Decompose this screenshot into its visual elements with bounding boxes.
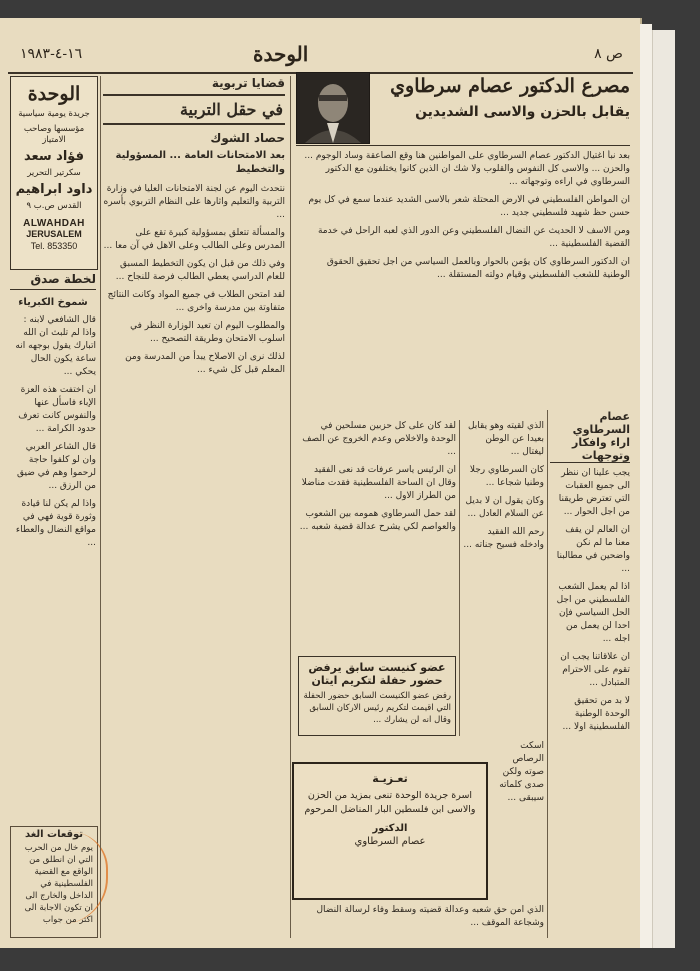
masthead-owner-name: فؤاد سعد <box>24 149 84 164</box>
paragraph: ان علاقاتنا يجب ان تقوم على الاحترام المتبادل ... <box>560 652 630 688</box>
left-column <box>10 272 96 828</box>
page-header <box>8 40 633 74</box>
forecast-title: توقعات الغد <box>24 829 84 840</box>
side-snippet <box>494 740 544 900</box>
forecast-text: يوم خال من الحرب التي ان انطلق من الواقع مع القضية الفلسطينية في الداخل والخارج الى ان تكون الاجابة الى اكثر من جواب <box>24 843 93 925</box>
issue-date: ١٦-٤-١٩٨٣ <box>20 46 83 62</box>
page-edge <box>640 24 652 948</box>
article-banner: في حقل التربية <box>103 94 285 125</box>
column-divider <box>459 420 460 736</box>
masthead-tagline: جريدة يومية سياسية <box>18 109 90 119</box>
paragraph: لقد امتحن الطلاب في جميع المواد وكانت النتائج متفاوتة بين مدرسة واخرى ... <box>107 290 285 313</box>
paragraph: ان اختفت هذه العزة الإباء فاسأل عنها والنفوس كانت تعرف حدود الكرامة ... <box>18 385 96 434</box>
column-divider <box>547 410 548 938</box>
news-box-text: رفض عضو الكنيست السابق حضور الحفلة التي اقيمت لتكريم رئيس الاركان السابق وقال انه لن يشارك ... <box>303 691 451 725</box>
condolence-rank: الدكتور <box>372 823 408 834</box>
condolence-title: تعـزيـة <box>372 772 408 785</box>
paragraph: اذا لم يعمل الشعب الفلسطيني من اجل الحل السياسي فإن احدا لن يعمل من اجله ... <box>556 582 630 644</box>
headline-title: مصرع الدكتور عصام سرطاوي <box>390 75 630 97</box>
masthead-phone: Tel. 853350 <box>30 241 78 251</box>
paragraph: بعد نبأ اغتيال الدكتور عصام السرطاوي على المواطنين هنا وقع الصاعقة وساد الوجوم ... والحزن ... والاسى كل النفوس والقلوب ولا شك ان الذين كانوا يختلفون مع الدكتور السرطاوي في اراءه وتوجهاته ... <box>304 151 630 187</box>
paragraph: الذي لقيته وهو يقابل بعيدا عن الوطن ليغتال ... <box>467 421 544 457</box>
paragraph: الذي امن حق شعبه وعدالة قضيته وسقط وفاء لرسالة النضال وشجاعة الموقف ... <box>316 905 544 928</box>
condolence-footnote <box>292 904 544 938</box>
portrait-photo <box>296 72 370 144</box>
paragraph: ومن الاسف لا الحديث عن النضال الفلسطيني وعن الدور الذي لعبه الراحل في خدمة القضية الفلسطينية ... <box>317 226 630 249</box>
page-number: ص ٨ <box>594 46 623 62</box>
page-edge-back <box>652 30 675 948</box>
paragraph: ان الدكتور السرطاوي كان يؤمن بالحوار وبالعمل السياسي من اجل تحقيق الحقوق الوطنية للشعب الفلسطيني وقيام دولته المستقلة ... <box>326 257 630 280</box>
masthead-address: القدس ص.ب ٩ <box>26 201 82 211</box>
paragraph: لقد كان على كل حزبين مسلحين في الوحدة والاخلاص وعدم الخروج عن الصف ... <box>302 421 456 457</box>
views-column <box>550 410 630 938</box>
paragraph: قال الشاعر العربي وان لو كلفوا حاجة لرحموا وهم في ضيق من الرزق ... <box>17 442 96 491</box>
article-title: حصاد الشوك <box>210 131 285 145</box>
masthead-owner-label: مؤسسها وصاحب الامتياز <box>23 124 85 145</box>
main-headline <box>374 74 630 120</box>
paragraph: والمطلوب اليوم ان تعيد الوزارة النظر في اسلوب الامتحان وطريقة التصحيح ... <box>130 321 285 344</box>
paragraph: لذلك نرى ان الاصلاح يبدأ من المدرسة ومن المعلم قبل كل شيء ... <box>125 352 285 375</box>
views-heading: عصام السرطاوي اراء وافكار وتوجهات <box>550 410 630 463</box>
knesset-news-box <box>298 656 456 736</box>
lead-story <box>298 150 630 412</box>
education-article <box>103 76 285 938</box>
masthead-paper-name: الوحدة <box>27 83 81 105</box>
paragraph: ان الرئيس ياسر عرفات قد نعى الفقيد وقال ان الساحة الفلسطينية فقدت مناضلا من الطراز الاول ... <box>301 465 456 501</box>
paragraph: وكان يقول ان لا بديل عن السلام العادل ... <box>465 496 544 519</box>
news-box-heading: عضو كنيست سابق يرفض حضور حفلة لتكريم ايتان <box>308 661 446 687</box>
article-subtitle: بعد الامتحانات العامة ... المسؤولية والتخطيط <box>115 150 285 175</box>
paragraph: والمسألة تتعلق بمسؤولية كبيرة تقع على المدرس وعلى الطالب وعلى الاهل في آن معا ... <box>103 228 285 251</box>
condolence-notice <box>292 762 488 900</box>
masthead-latin-name: ALWAHDAH <box>23 218 85 229</box>
masthead-editor-label: سكرتير التحرير <box>27 168 81 178</box>
masthead-box <box>10 76 98 270</box>
condolence-name: عصام السرطاوي <box>354 836 426 847</box>
column-divider <box>100 76 101 938</box>
paragraph: اسكت الرصاص صوته ولكن صدى كلماته سيبقى ... <box>499 741 544 803</box>
paragraph: قال الشافعي لابنه : واذا لم تلبث ان الله اتبارك يقول بوجهه انه ساعة يكون الحال يحكي ... <box>15 315 96 377</box>
paragraph: لا بد من تحقيق الوحدة الوطنية الفلسطينية اولا ... <box>562 696 630 732</box>
paragraph: لقد حمل السرطاوي همومه بين الشعوب والعواصم لكي يشرح عدالة قضية شعبه ... <box>299 509 456 532</box>
paragraph: واذا لم يكن لنا قيادة وثورة قوية فهي في مواقع النضال والعطاء ... <box>15 499 96 548</box>
left-column-title: لخطة صدق <box>10 272 96 290</box>
article-kicker: قضايا تربوية <box>211 76 285 90</box>
headline-subtitle: يقابل بالحزن والاسى الشديدين <box>415 104 630 120</box>
masthead-editor-name: داود ابراهيم <box>15 182 93 197</box>
paper-name: الوحدة <box>253 42 309 66</box>
paragraph: ان المواطن الفلسطيني في الارض المحتلة شعر بالاسى الشديد عندما سمع في كل يوم حسن حظ شهيد فلسطيني جديد ... <box>308 195 630 218</box>
story-column-b <box>462 420 544 736</box>
paragraph: رحم الله الفقيد وادخله فسيح جناته ... <box>463 527 544 550</box>
paragraph: كان السرطاوي رجلا وطنيا شجاعا ... <box>469 465 544 488</box>
column-divider <box>290 76 291 938</box>
paragraph: ان العالم لن يقف معنا ما لم نكن واضحين في مطالبنا ... <box>556 525 630 574</box>
story-column-a <box>298 420 456 652</box>
paragraph: يجب علينا ان ننظر الى جميع العقبات التي تعترض طريقنا من اجل الحوار ... <box>558 468 630 517</box>
paragraph: نتحدث اليوم عن لجنة الامتحانات العليا في وزارة التربية والتعليم واثارها على النظام التربوي بأسره ... <box>103 184 285 220</box>
portrait-image <box>297 73 369 143</box>
condolence-body: اسرة جريدة الوحدة تنعى بمزيد من الحزن والاسى ابن فلسطين البار المناضل المرحوم <box>304 790 476 815</box>
masthead-latin-city: JERUSALEM <box>26 229 82 239</box>
paragraph: وفي ذلك من قبل ان يكون التخطيط المسبق للعام الدراسي يعطي الطالب فرصة للنجاح ... <box>115 259 285 282</box>
headline-rule <box>296 145 630 146</box>
left-column-byline: شموخ الكبرياء <box>18 297 88 308</box>
